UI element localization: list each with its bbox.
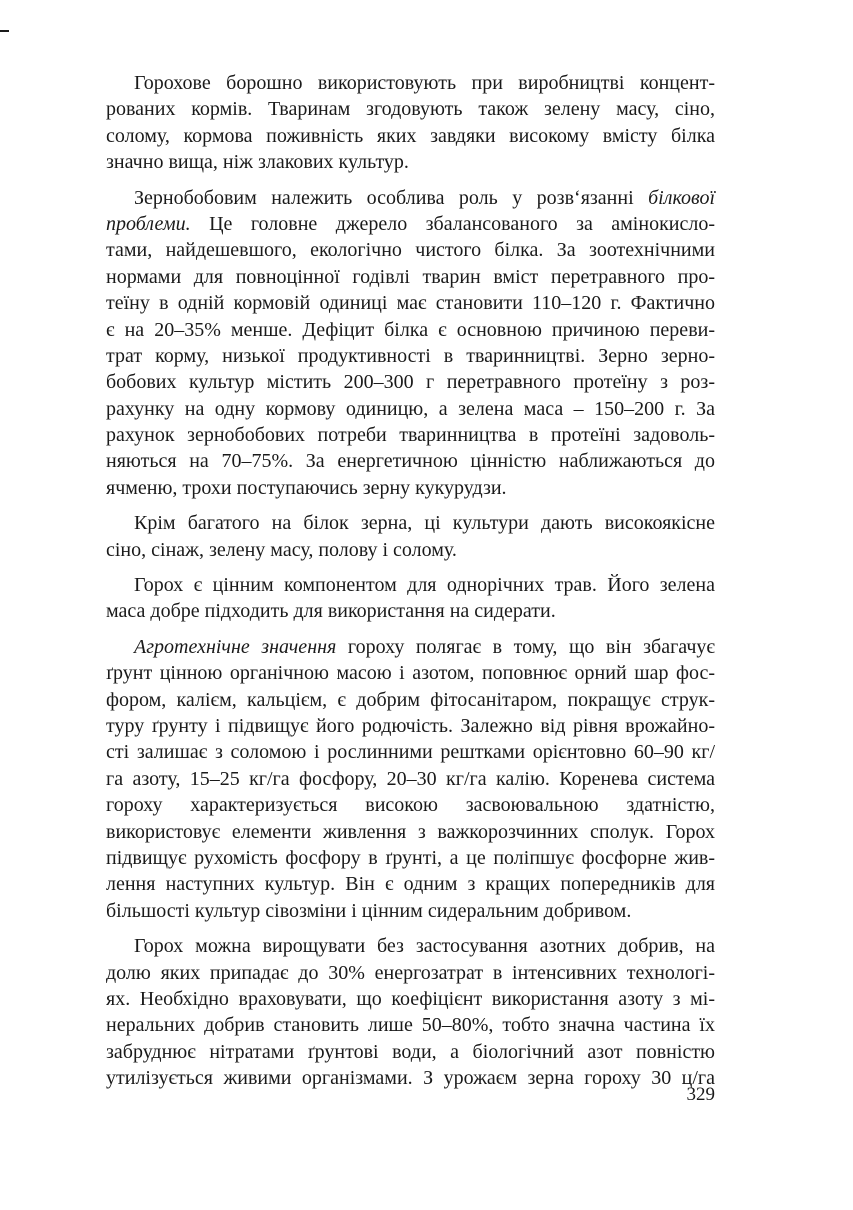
paragraph-pea-flour — [106, 70, 715, 176]
text-line: Горох є цінним компонентом для однорічних трав. Його зелена — [134, 574, 715, 597]
text-line: теїну в одній кормовій одиниці має становити 110–120 г. Фактично — [106, 292, 715, 315]
text-line: долю яких припадає до 30% енергозатрат в інтенсивних технологі- — [106, 961, 715, 984]
text-line: маса добре підходить для використання на сидерати. — [106, 600, 556, 623]
text-line — [106, 211, 715, 237]
paragraph-agrotechnical-value — [106, 634, 715, 924]
text-line: утилізується живими організмами. З урожаєм зерна гороху 30 ц/га — [106, 1067, 715, 1090]
text-line: рованих кормів. Тваринам згодовують також зелену масу, сіно, — [106, 98, 715, 121]
text-line: рахунку на одну кормову одиницю, а зелена маса – 150–200 г. За — [106, 397, 715, 420]
text-line: лення наступних культур. Він є одним з кращих попередників для — [106, 873, 715, 896]
text-line: бобових культур містить 200–300 г перетравного протеїну з роз- — [106, 371, 715, 394]
text-line: солому, кормова поживність яких завдяки високому вмісту білка — [106, 124, 715, 147]
scan-corner-mark — [0, 30, 9, 32]
paragraph-forage — [106, 510, 715, 563]
page-number: 329 — [686, 1084, 715, 1105]
text-line: Крім багатого на білок зерна, ці культури дають високоякісне — [134, 512, 715, 535]
text-line: Горохове борошно використовують при виробництві концент- — [134, 72, 715, 94]
paragraph-protein-problem — [106, 185, 715, 502]
paragraph-nitrogen — [106, 933, 715, 1091]
page-body — [106, 70, 715, 1100]
text-line: Горох можна вирощувати без застосування азотних добрив, на — [134, 935, 715, 958]
text-line: гороху характеризується високою засвоювальною здатністю, — [106, 794, 715, 817]
text-line: ґрунт цінною органічною масою і азотом, поповнює орний шар фос- — [106, 662, 715, 685]
text-line: сіно, сінаж, зелену масу, полову і солому. — [106, 538, 457, 561]
text-line: більшості культур сівозміни і цінним сидеральним добривом. — [106, 899, 632, 922]
emphasis-text: проблеми. — [106, 212, 191, 235]
text-line: підвищує рухомість фосфору в ґрунті, а це поліпшує фосфорне жив- — [106, 846, 715, 869]
text-line: фором, калієм, кальцієм, є добрим фітосанітаром, покращує струк- — [106, 688, 715, 711]
text-line — [106, 634, 715, 660]
text-line: ячменю, трохи поступаючись зерну кукурудзи. — [106, 476, 507, 499]
text-run: гороху полягає в тому, що він збагачує — [347, 635, 715, 658]
text-line: використовує елементи живлення з важкорозчинних сполук. Горох — [106, 820, 715, 843]
text-line: значно вища, ніж злакових культур. — [106, 151, 409, 174]
text-run: Зернобобовим належить особлива роль у розв‘язанні — [134, 186, 634, 209]
text-line: няються на 70–75%. За енергетичною цінністю наближаються до — [106, 450, 715, 473]
text-line: тами, найдешевшого, екологічно чистого білка. За зоотехнічними — [106, 239, 715, 262]
text-line: трат корму, низької продуктивності в тваринництві. Зерно зерно- — [106, 344, 715, 367]
text-line: нормами для повноцінної годівлі тварин вміст перетравного про- — [106, 265, 715, 288]
emphasis-text: Агротехнічне значення — [134, 635, 337, 658]
emphasis-text: білкової — [648, 186, 716, 209]
text-line: туру ґрунту і підвищує його родючість. Залежно від рівня врожайно- — [106, 714, 715, 737]
text-line: га азоту, 15–25 кг/га фосфору, 20–30 кг/га калію. Коренева система — [106, 767, 715, 790]
text-line: сті залишає з соломою і рослинними рештками орієнтовно 60–90 кг/ — [106, 741, 715, 764]
text-run: Це головне джерело збалансованого за амінокисло- — [209, 212, 716, 235]
text-line: забруднює нітратами ґрунтові води, а біологічний азот повністю — [106, 1040, 715, 1063]
text-line: неральних добрив становить лише 50–80%, тобто значна частина їх — [106, 1014, 715, 1037]
text-line — [106, 185, 715, 211]
paragraph-annual-grasses — [106, 572, 715, 625]
text-line: є на 20–35% менше. Дефіцит білка є основною причиною переви- — [106, 318, 715, 341]
text-line: ях. Необхідно враховувати, що коефіцієнт використання азоту з мі- — [106, 987, 715, 1010]
text-line: рахунок зернобобових потреби тваринництва в протеїні задоволь- — [106, 424, 715, 447]
